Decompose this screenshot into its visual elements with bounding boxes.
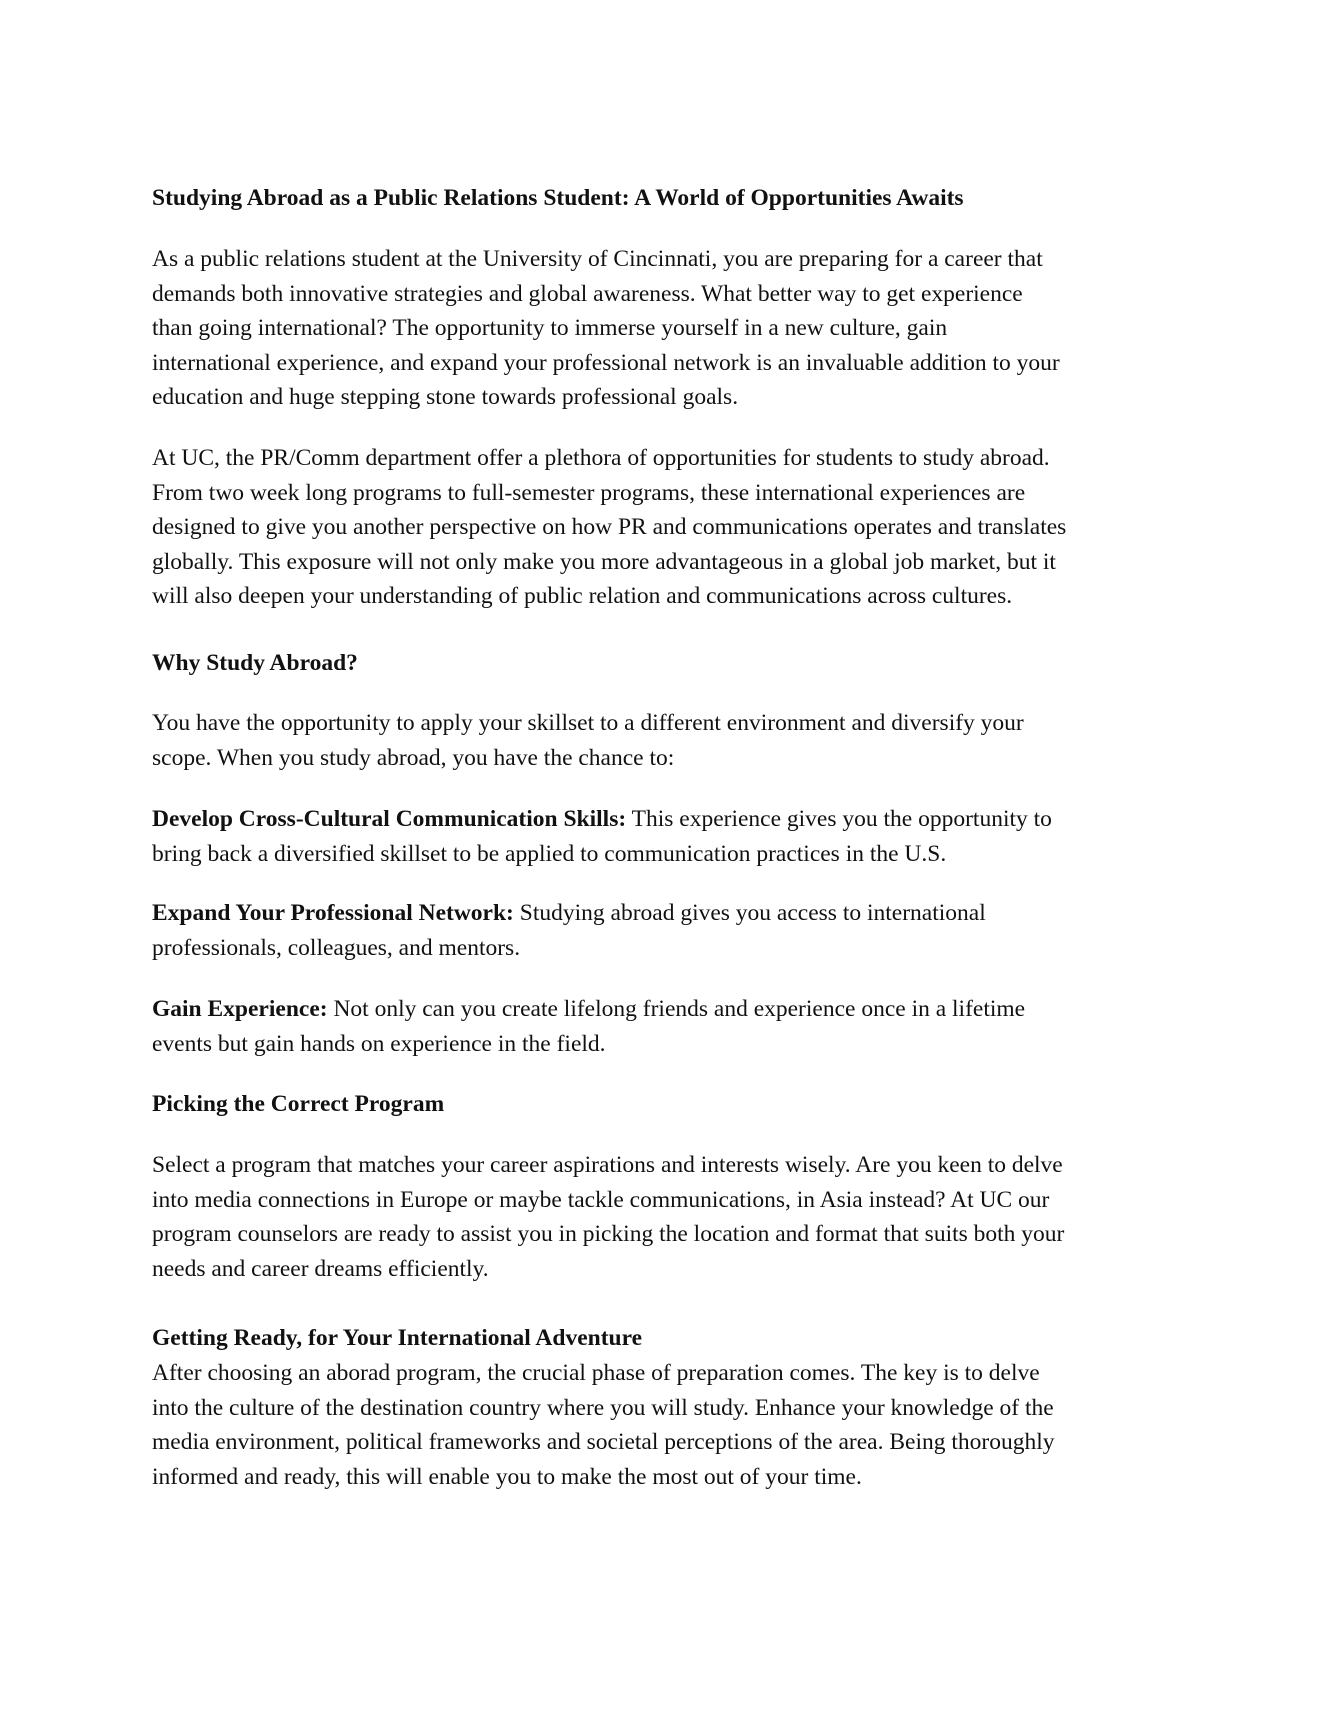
text-line: international experience, and expand your professional network is an invaluable addition to your [152, 349, 1060, 376]
text-line: demands both innovative strategies and global awareness. What better way to get experience [152, 280, 1023, 307]
text-line: than going international? The opportunity to immerse yourself in a new culture, gain [152, 315, 948, 342]
text-line: You have the opportunity to apply your skillset to a different environment and diversify your [152, 710, 1024, 736]
text-line: Select a program that matches your career aspirations and interests wisely. Are you keen to delve [152, 1152, 1063, 1178]
why-heading: Why Study Abroad? [152, 650, 358, 676]
benefit-label: Develop Cross-Cultural Communication Skills: [152, 806, 627, 832]
benefit-label: Expand Your Professional Network: [152, 900, 514, 926]
benefit-text: Studying abroad gives you access to international [513, 900, 986, 926]
ready-paragraph [152, 1356, 1182, 1494]
text-line: globally. This exposure will not only make you more advantageous in a global job market, but it [152, 548, 1056, 575]
benefit-text: This experience gives you the opportunity to [626, 806, 1052, 832]
text-line: As a public relations student at the University of Cincinnati, you are preparing for a career that [152, 246, 1043, 272]
text-line: From two week long programs to full-semester programs, these international experiences are [152, 479, 1026, 506]
benefit-item [152, 992, 1182, 1061]
ready-heading: Getting Ready, for Your International Adventure [152, 1325, 643, 1351]
benefit-item [152, 896, 1182, 965]
text-line: into media connections in Europe or maybe tackle communications, in Asia instead? At UC our [152, 1186, 1050, 1213]
benefit-text: events but gain hands on experience in the field. [152, 1030, 606, 1057]
text-line: media environment, political frameworks and societal perceptions of the area. Being thoroughly [152, 1429, 1055, 1456]
text-line: needs and career dreams efficiently. [152, 1255, 489, 1282]
text-line: into the culture of the destination country where you will study. Enhance your knowledge of the [152, 1394, 1054, 1421]
benefit-text: Not only can you create lifelong friends and experience once in a lifetime [327, 996, 1026, 1022]
picking-heading: Picking the Correct Program [152, 1091, 445, 1117]
text-line: will also deepen your understanding of public relation and communications across cultures. [152, 583, 1013, 610]
text-line: After choosing an aborad program, the crucial phase of preparation comes. The key is to delve [152, 1360, 1040, 1386]
text-line: program counselors are ready to assist you in picking the location and format that suits both your [152, 1221, 1065, 1248]
document-title: Studying Abroad as a Public Relations Student: A World of Opportunities Awaits [152, 185, 964, 211]
picking-paragraph [152, 1148, 1182, 1286]
benefit-item [152, 802, 1182, 871]
text-line: At UC, the PR/Comm department offer a plethora of opportunities for students to study abroad. [152, 445, 1050, 471]
benefit-text: professionals, colleagues, and mentors. [152, 934, 521, 961]
programs-paragraph [152, 441, 1182, 614]
text-line: education and huge stepping stone towards professional goals. [152, 384, 739, 411]
intro-paragraph [152, 242, 1182, 415]
text-line: scope. When you study abroad, you have the chance to: [152, 744, 675, 771]
why-paragraph [152, 706, 1182, 775]
benefit-label: Gain Experience: [152, 996, 328, 1022]
text-line: designed to give you another perspective on how PR and communications operates and translates [152, 514, 1067, 541]
benefit-text: bring back a diversified skillset to be applied to communication practices in the U.S. [152, 840, 947, 867]
text-line: informed and ready, this will enable you to make the most out of your time. [152, 1463, 862, 1490]
